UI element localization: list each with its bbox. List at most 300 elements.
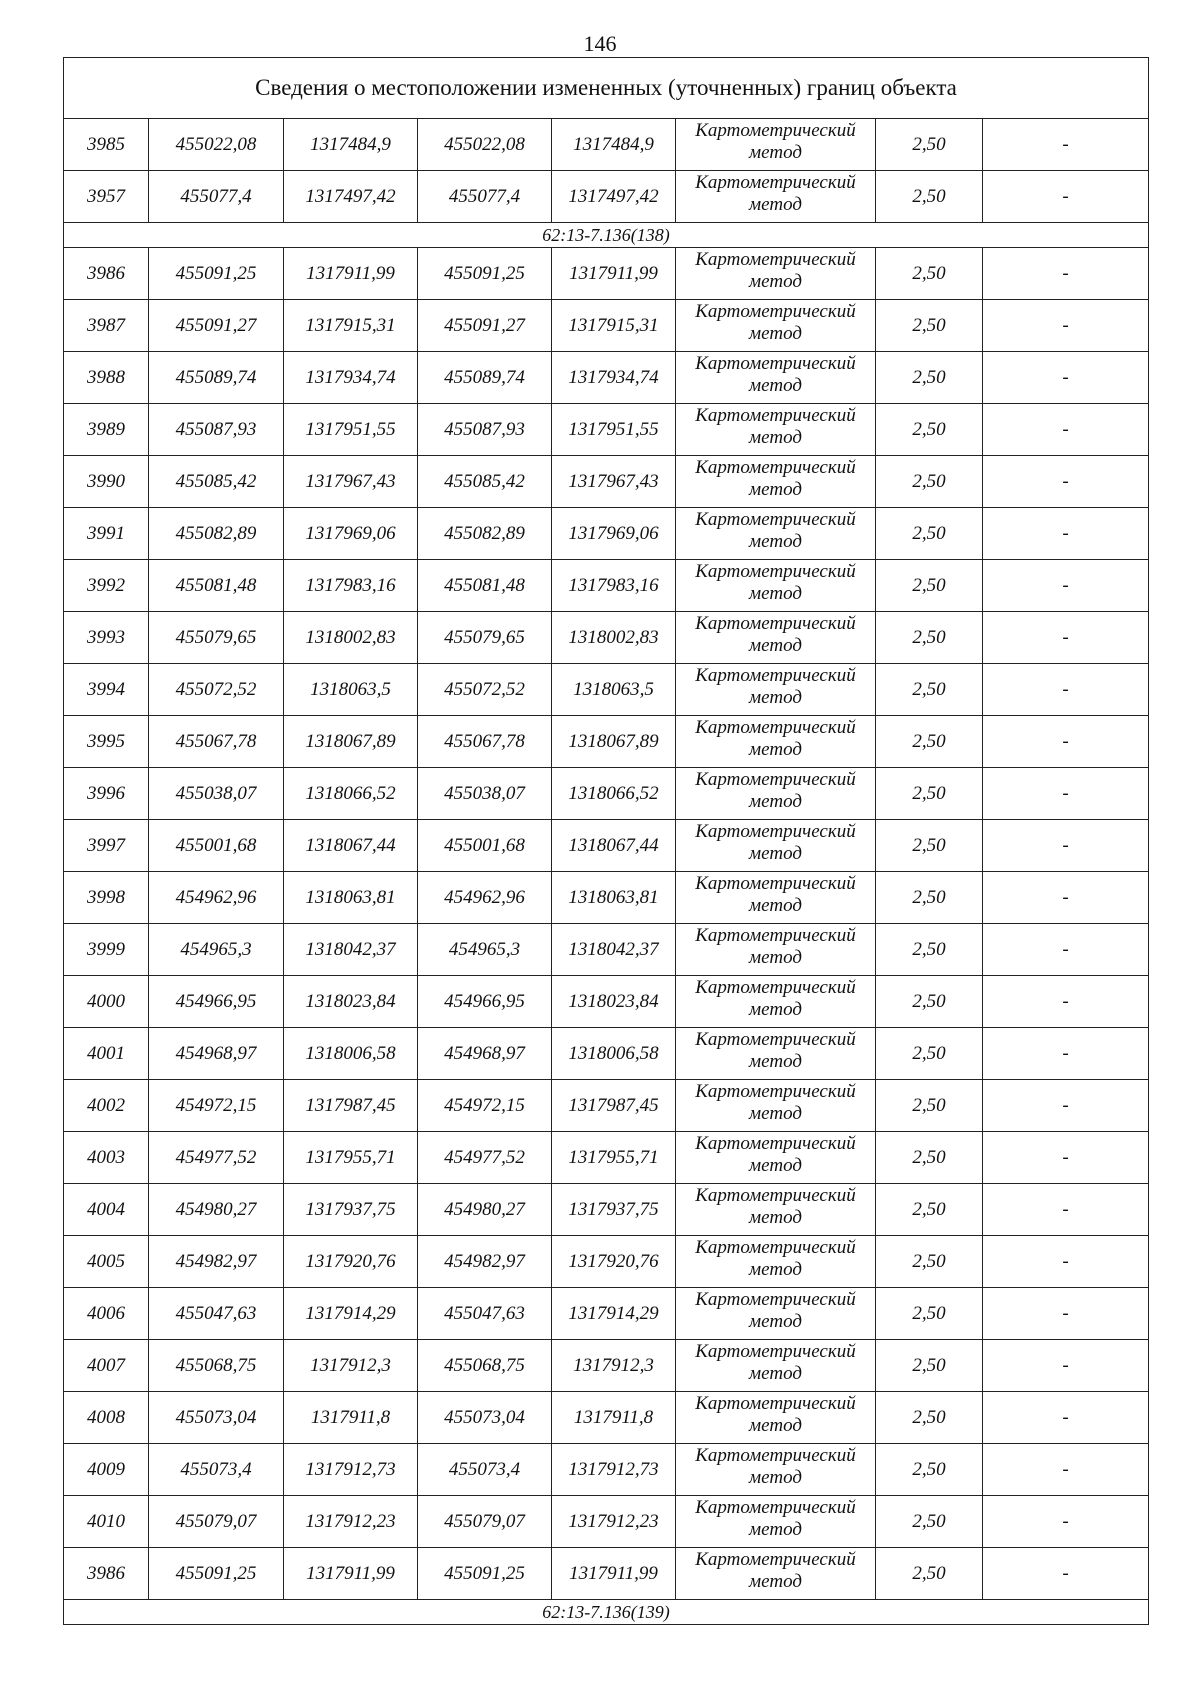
accuracy-cell: 2,50 [876,976,983,1028]
y-existing-cell: 1317983,16 [284,560,418,612]
point-number-cell: 3986 [64,1548,149,1600]
x-refined-cell: 455081,48 [418,560,552,612]
method-line-1: Картометрический [695,1341,856,1362]
x-existing-cell: 454982,97 [149,1236,284,1288]
table-row [64,404,1149,456]
coordinates-table [63,57,1149,1625]
table-row [64,1496,1149,1548]
accuracy-cell: 2,50 [876,1496,983,1548]
x-refined-cell: 455047,63 [418,1288,552,1340]
note-cell: - [983,1236,1149,1288]
y-existing-cell: 1317967,43 [284,456,418,508]
method-line-1: Картометрический [695,1185,856,1206]
point-number-cell: 3996 [64,768,149,820]
method-cell [676,1444,876,1496]
y-refined-cell: 1317484,9 [552,119,676,171]
x-refined-cell: 455068,75 [418,1340,552,1392]
point-number-cell: 3989 [64,404,149,456]
point-number-cell: 3994 [64,664,149,716]
point-number-cell: 4003 [64,1132,149,1184]
method-cell [676,456,876,508]
method-line-2: метод [749,1103,802,1124]
note-cell: - [983,1288,1149,1340]
point-number-cell: 3995 [64,716,149,768]
method-line-1: Картометрический [695,769,856,790]
note-cell: - [983,404,1149,456]
point-number-cell: 4009 [64,1444,149,1496]
point-number-cell: 3985 [64,119,149,171]
method-line-2: метод [749,895,802,916]
y-existing-cell: 1318067,44 [284,820,418,872]
y-existing-cell: 1318067,89 [284,716,418,768]
y-existing-cell: 1317911,99 [284,1548,418,1600]
point-number-cell: 4006 [64,1288,149,1340]
table-row [64,1184,1149,1236]
y-refined-cell: 1317951,55 [552,404,676,456]
point-number-cell: 3957 [64,171,149,223]
y-existing-cell: 1317987,45 [284,1080,418,1132]
x-refined-cell: 454966,95 [418,976,552,1028]
point-number-cell: 3992 [64,560,149,612]
table-row [64,1444,1149,1496]
accuracy-cell: 2,50 [876,171,983,223]
y-existing-cell: 1318063,81 [284,872,418,924]
method-line-1: Картометрический [695,717,856,738]
y-existing-cell: 1317951,55 [284,404,418,456]
x-refined-cell: 455038,07 [418,768,552,820]
method-line-1: Картометрический [695,1549,856,1570]
point-number-cell: 4001 [64,1028,149,1080]
method-line-2: метод [749,1571,802,1592]
point-number-cell: 3998 [64,872,149,924]
y-refined-cell: 1317912,3 [552,1340,676,1392]
table-row [64,820,1149,872]
table-row [64,1548,1149,1600]
accuracy-cell: 2,50 [876,404,983,456]
method-cell [676,924,876,976]
x-existing-cell: 455079,65 [149,612,284,664]
method-line-2: метод [749,843,802,864]
point-number-cell: 4004 [64,1184,149,1236]
x-refined-cell: 454972,15 [418,1080,552,1132]
table-row [64,924,1149,976]
x-refined-cell: 455091,25 [418,1548,552,1600]
table-row [64,976,1149,1028]
method-line-1: Картометрический [695,1393,856,1414]
table-row [64,171,1149,223]
method-line-1: Картометрический [695,977,856,998]
table-row [64,1080,1149,1132]
accuracy-cell: 2,50 [876,1392,983,1444]
method-cell [676,560,876,612]
x-refined-cell: 455073,04 [418,1392,552,1444]
y-existing-cell: 1318066,52 [284,768,418,820]
note-cell: - [983,300,1149,352]
method-line-1: Картометрический [695,120,856,141]
method-line-1: Картометрический [695,1081,856,1102]
accuracy-cell: 2,50 [876,300,983,352]
note-cell: - [983,924,1149,976]
point-number-cell: 3997 [64,820,149,872]
table-row [64,248,1149,300]
y-existing-cell: 1317911,99 [284,248,418,300]
point-number-cell: 3987 [64,300,149,352]
note-cell: - [983,1392,1149,1444]
y-refined-cell: 1317937,75 [552,1184,676,1236]
accuracy-cell: 2,50 [876,1028,983,1080]
x-refined-cell: 454982,97 [418,1236,552,1288]
method-line-2: метод [749,1259,802,1280]
accuracy-cell: 2,50 [876,924,983,976]
x-existing-cell: 455022,08 [149,119,284,171]
method-line-1: Картометрический [695,1497,856,1518]
method-cell [676,404,876,456]
note-cell: - [983,508,1149,560]
y-refined-cell: 1317987,45 [552,1080,676,1132]
point-number-cell: 4010 [64,1496,149,1548]
x-existing-cell: 455038,07 [149,768,284,820]
x-existing-cell: 455079,07 [149,1496,284,1548]
method-line-1: Картометрический [695,665,856,686]
point-number-cell: 3988 [64,352,149,404]
x-existing-cell: 455073,4 [149,1444,284,1496]
method-line-1: Картометрический [695,821,856,842]
x-existing-cell: 455072,52 [149,664,284,716]
method-line-2: метод [749,1155,802,1176]
x-refined-cell: 455072,52 [418,664,552,716]
point-number-cell: 4002 [64,1080,149,1132]
point-number-cell: 4000 [64,976,149,1028]
accuracy-cell: 2,50 [876,248,983,300]
method-cell [676,1496,876,1548]
y-existing-cell: 1317912,73 [284,1444,418,1496]
method-cell [676,1340,876,1392]
note-cell: - [983,1444,1149,1496]
note-cell: - [983,1548,1149,1600]
method-line-1: Картометрический [695,509,856,530]
y-refined-cell: 1318063,81 [552,872,676,924]
table-row [64,560,1149,612]
y-refined-cell: 1317934,74 [552,352,676,404]
method-cell [676,664,876,716]
accuracy-cell: 2,50 [876,872,983,924]
method-line-1: Картометрический [695,1133,856,1154]
table-row [64,872,1149,924]
section-row [64,223,1149,248]
method-line-1: Картометрический [695,873,856,894]
y-refined-cell: 1317911,99 [552,248,676,300]
y-existing-cell: 1318063,5 [284,664,418,716]
x-existing-cell: 455073,04 [149,1392,284,1444]
method-line-1: Картометрический [695,172,856,193]
method-cell [676,171,876,223]
method-cell [676,1288,876,1340]
method-cell [676,716,876,768]
method-line-2: метод [749,687,802,708]
table-row [64,1028,1149,1080]
x-existing-cell: 454962,96 [149,872,284,924]
y-refined-cell: 1317920,76 [552,1236,676,1288]
method-line-1: Картометрический [695,301,856,322]
method-line-2: метод [749,323,802,344]
method-cell [676,1080,876,1132]
page-number: 146 [583,31,617,56]
point-number-cell: 3999 [64,924,149,976]
y-existing-cell: 1317969,06 [284,508,418,560]
method-line-2: метод [749,1467,802,1488]
point-number-cell: 3991 [64,508,149,560]
table-row [64,119,1149,171]
y-refined-cell: 1318067,89 [552,716,676,768]
x-existing-cell: 455068,75 [149,1340,284,1392]
method-line-2: метод [749,739,802,760]
x-existing-cell: 455091,25 [149,248,284,300]
y-refined-cell: 1317967,43 [552,456,676,508]
method-cell [676,1184,876,1236]
section-row [64,1600,1149,1625]
y-refined-cell: 1318023,84 [552,976,676,1028]
y-refined-cell: 1317912,23 [552,1496,676,1548]
x-refined-cell: 455001,68 [418,820,552,872]
x-refined-cell: 455091,27 [418,300,552,352]
method-line-1: Картометрический [695,1289,856,1310]
note-cell: - [983,768,1149,820]
y-existing-cell: 1317915,31 [284,300,418,352]
x-refined-cell: 455082,89 [418,508,552,560]
method-line-2: метод [749,531,802,552]
y-existing-cell: 1318006,58 [284,1028,418,1080]
y-refined-cell: 1317915,31 [552,300,676,352]
accuracy-cell: 2,50 [876,1236,983,1288]
method-cell [676,1236,876,1288]
y-refined-cell: 1318063,5 [552,664,676,716]
method-cell [676,248,876,300]
x-existing-cell: 454966,95 [149,976,284,1028]
y-refined-cell: 1317969,06 [552,508,676,560]
note-cell: - [983,248,1149,300]
x-existing-cell: 454977,52 [149,1132,284,1184]
x-refined-cell: 454965,3 [418,924,552,976]
table-row [64,1132,1149,1184]
accuracy-cell: 2,50 [876,768,983,820]
x-existing-cell: 455047,63 [149,1288,284,1340]
table-row [64,1236,1149,1288]
note-cell: - [983,352,1149,404]
y-existing-cell: 1318023,84 [284,976,418,1028]
method-cell [676,119,876,171]
x-existing-cell: 455091,25 [149,1548,284,1600]
method-line-1: Картометрический [695,405,856,426]
x-existing-cell: 454972,15 [149,1080,284,1132]
point-number-cell: 4005 [64,1236,149,1288]
y-refined-cell: 1318067,44 [552,820,676,872]
method-cell [676,1132,876,1184]
method-line-1: Картометрический [695,353,856,374]
x-refined-cell: 454968,97 [418,1028,552,1080]
table-row [64,456,1149,508]
note-cell: - [983,1496,1149,1548]
note-cell: - [983,1080,1149,1132]
y-refined-cell: 1317497,42 [552,171,676,223]
note-cell: - [983,612,1149,664]
table-row [64,508,1149,560]
note-cell: - [983,171,1149,223]
y-refined-cell: 1318066,52 [552,768,676,820]
x-refined-cell: 455079,65 [418,612,552,664]
accuracy-cell: 2,50 [876,1080,983,1132]
note-cell: - [983,976,1149,1028]
y-existing-cell: 1318042,37 [284,924,418,976]
x-refined-cell: 455022,08 [418,119,552,171]
point-number-cell: 3986 [64,248,149,300]
method-line-2: метод [749,1207,802,1228]
section-label: 62:13-7.136(138) [64,223,1149,248]
method-cell [676,1028,876,1080]
method-line-1: Картометрический [695,561,856,582]
x-refined-cell: 455079,07 [418,1496,552,1548]
y-refined-cell: 1317914,29 [552,1288,676,1340]
method-line-1: Картометрический [695,1237,856,1258]
accuracy-cell: 2,50 [876,612,983,664]
y-existing-cell: 1317912,23 [284,1496,418,1548]
x-refined-cell: 455085,42 [418,456,552,508]
x-existing-cell: 455082,89 [149,508,284,560]
y-existing-cell: 1317497,42 [284,171,418,223]
table-row [64,352,1149,404]
y-existing-cell: 1317920,76 [284,1236,418,1288]
table-row [64,612,1149,664]
note-cell: - [983,1184,1149,1236]
y-existing-cell: 1317955,71 [284,1132,418,1184]
y-refined-cell: 1318042,37 [552,924,676,976]
method-line-1: Картометрический [695,1445,856,1466]
table-row [64,1340,1149,1392]
y-refined-cell: 1317955,71 [552,1132,676,1184]
x-refined-cell: 454980,27 [418,1184,552,1236]
accuracy-cell: 2,50 [876,1288,983,1340]
method-line-1: Картометрический [695,457,856,478]
method-line-2: метод [749,583,802,604]
method-cell [676,1392,876,1444]
table-row [64,664,1149,716]
x-existing-cell: 455087,93 [149,404,284,456]
y-refined-cell: 1317911,99 [552,1548,676,1600]
x-existing-cell: 454980,27 [149,1184,284,1236]
method-line-2: метод [749,271,802,292]
table-row [64,716,1149,768]
y-existing-cell: 1318002,83 [284,612,418,664]
x-existing-cell: 455081,48 [149,560,284,612]
table-body [64,58,1149,1625]
x-refined-cell: 454962,96 [418,872,552,924]
x-existing-cell: 454965,3 [149,924,284,976]
note-cell: - [983,119,1149,171]
method-line-2: метод [749,999,802,1020]
y-existing-cell: 1317911,8 [284,1392,418,1444]
method-cell [676,872,876,924]
accuracy-cell: 2,50 [876,1548,983,1600]
x-existing-cell: 455077,4 [149,171,284,223]
x-existing-cell: 455067,78 [149,716,284,768]
method-line-1: Картометрический [695,1029,856,1050]
table-row [64,768,1149,820]
y-refined-cell: 1318002,83 [552,612,676,664]
accuracy-cell: 2,50 [876,352,983,404]
accuracy-cell: 2,50 [876,560,983,612]
method-line-2: метод [749,375,802,396]
method-line-2: метод [749,1311,802,1332]
note-cell: - [983,872,1149,924]
x-refined-cell: 455077,4 [418,171,552,223]
y-existing-cell: 1317937,75 [284,1184,418,1236]
table-row [64,1288,1149,1340]
x-refined-cell: 455089,74 [418,352,552,404]
accuracy-cell: 2,50 [876,1184,983,1236]
x-refined-cell: 455073,4 [418,1444,552,1496]
y-refined-cell: 1318006,58 [552,1028,676,1080]
x-refined-cell: 455091,25 [418,248,552,300]
point-number-cell: 4008 [64,1392,149,1444]
method-line-2: метод [749,427,802,448]
note-cell: - [983,716,1149,768]
y-refined-cell: 1317983,16 [552,560,676,612]
method-line-1: Картометрический [695,925,856,946]
method-line-2: метод [749,1519,802,1540]
note-cell: - [983,1028,1149,1080]
x-refined-cell: 454977,52 [418,1132,552,1184]
accuracy-cell: 2,50 [876,1444,983,1496]
y-refined-cell: 1317912,73 [552,1444,676,1496]
method-cell [676,300,876,352]
y-existing-cell: 1317934,74 [284,352,418,404]
method-line-1: Картометрический [695,249,856,270]
method-cell [676,768,876,820]
method-cell [676,352,876,404]
note-cell: - [983,820,1149,872]
x-refined-cell: 455087,93 [418,404,552,456]
method-line-1: Картометрический [695,613,856,634]
method-cell [676,1548,876,1600]
x-existing-cell: 455091,27 [149,300,284,352]
x-existing-cell: 455089,74 [149,352,284,404]
accuracy-cell: 2,50 [876,716,983,768]
accuracy-cell: 2,50 [876,820,983,872]
method-cell [676,508,876,560]
note-cell: - [983,664,1149,716]
method-line-2: метод [749,142,802,163]
table-title: Сведения о местоположении измененных (уточненных) границ объекта [64,58,1149,119]
accuracy-cell: 2,50 [876,1132,983,1184]
accuracy-cell: 2,50 [876,456,983,508]
point-number-cell: 3993 [64,612,149,664]
table-row [64,300,1149,352]
y-existing-cell: 1317484,9 [284,119,418,171]
accuracy-cell: 2,50 [876,1340,983,1392]
section-label: 62:13-7.136(139) [64,1600,1149,1625]
accuracy-cell: 2,50 [876,664,983,716]
method-cell [676,976,876,1028]
x-refined-cell: 455067,78 [418,716,552,768]
method-line-2: метод [749,194,802,215]
x-existing-cell: 455001,68 [149,820,284,872]
accuracy-cell: 2,50 [876,508,983,560]
method-cell [676,612,876,664]
method-line-2: метод [749,1051,802,1072]
note-cell: - [983,456,1149,508]
table-row [64,1392,1149,1444]
y-existing-cell: 1317912,3 [284,1340,418,1392]
x-existing-cell: 455085,42 [149,456,284,508]
